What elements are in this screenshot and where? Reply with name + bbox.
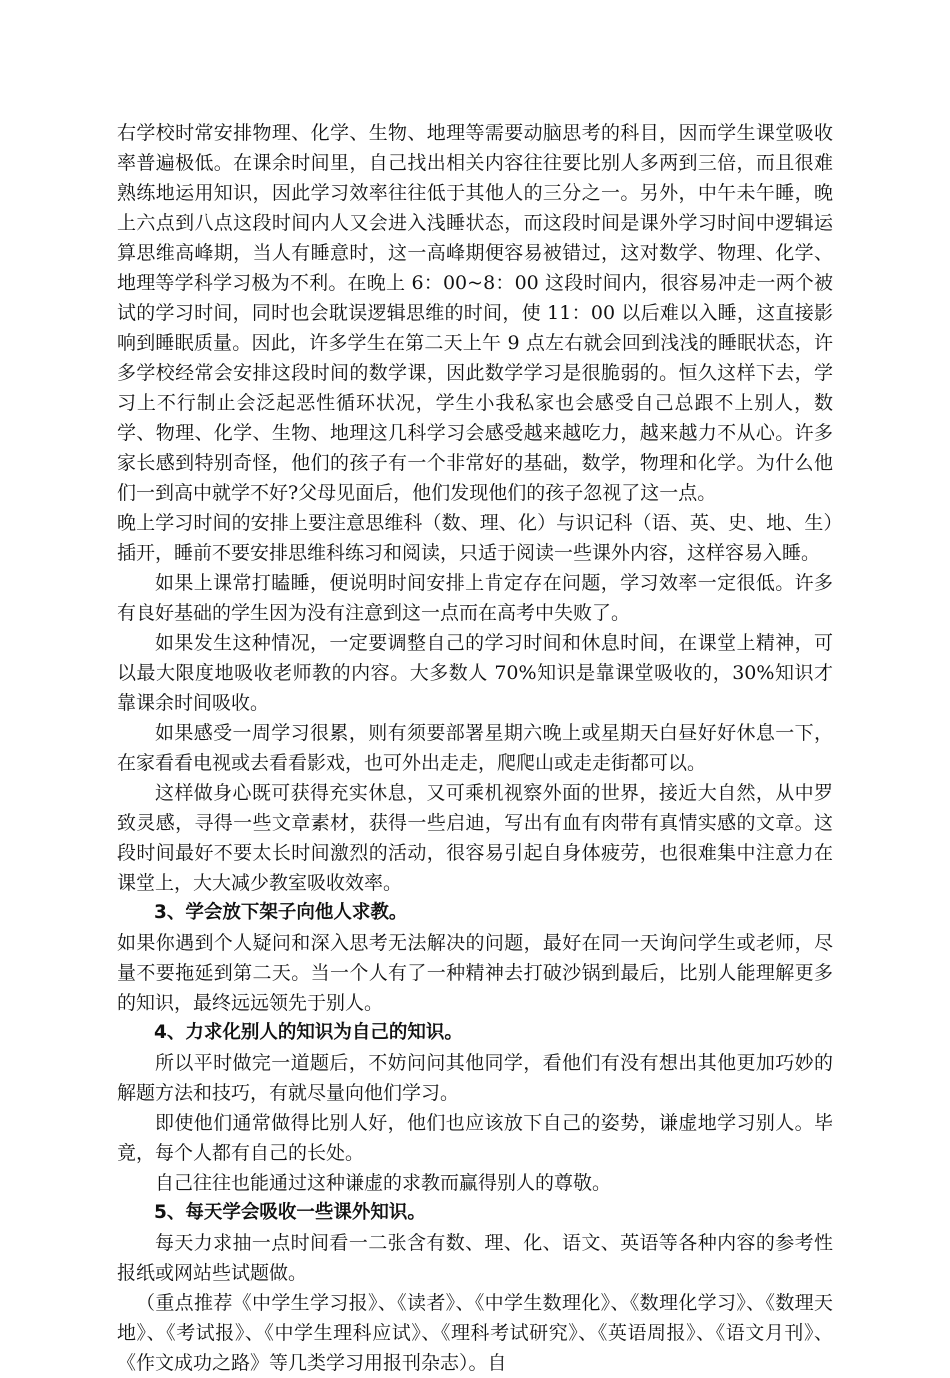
paragraph-recommended-publications: （重点推荐《中学生学习报》、《读者》、《中学生数理化》、《数理化学习》、《数理天地》、《考试报》、《中学生理科应试》、《理科考试研究》、《英语周报》、《语文月刊》、《作文成功之路》等几类学习用报刊杂志）。自 <box>117 1292 833 1374</box>
section-heading-4: 4、力求化别人的知识为自己的知识。 <box>154 1022 463 1043</box>
paragraph-learn-from-peers: 所以平时做完一道题后，不妨问问其他同学，看他们有没有想出其他更加巧妙的解题方法和技巧，有就尽量向他们学习。 <box>117 1052 833 1104</box>
section-heading-3: 3、学会放下架子向他人求教。 <box>154 902 408 923</box>
paragraph-weekend-rest: 如果感受一周学习很累，则有须要部署星期六晚上或星期天白昼好好休息一下，在家看看电视或去看看影戏，也可外出走走，爬爬山或走走街都可以。 <box>117 722 833 774</box>
paragraph-daily-reading: 每天力求抽一点时间看一二张含有数、理、化、语文、英语等各种内容的参考性报纸或网站些试题做。 <box>117 1232 833 1284</box>
paragraph-dozing-in-class: 如果上课常打瞌睡，便说明时间安排上肯定存在问题，学习效率一定很低。许多有良好基础的学生因为没有注意到这一点而在高考中失败了。 <box>117 572 833 624</box>
document-body <box>117 118 833 1378</box>
paragraph-be-humble: 即使他们通常做得比别人好，他们也应该放下自己的姿势，谦虚地学习别人。毕竟，每个人都有自己的长处。 <box>117 1112 833 1164</box>
paragraph-adjust-study-time: 如果发生这种情况，一定要调整自己的学习时间和休息时间，在课堂上精神，可以最大限度地吸收老师教的内容。大多数人 70%知识是靠课堂吸收的，30%知识才靠课余时间吸收。 <box>117 632 833 714</box>
section-heading-5: 5、每天学会吸收一些课外知识。 <box>154 1202 426 1223</box>
paragraph-sleep-schedule-impact: 右学校时常安排物理、化学、生物、地理等需要动脑思考的科目，因而学生课堂吸收率普遍极低。在课余时间里，自己找出相关内容往往要比别人多两到三倍，而且很难熟练地运用知识，因此学习效率往往低于其他人的三分之一。另外，中午未午睡，晚上六点到八点这段时间内人又会进入浅睡状态，而这段时间是课外学习时间中逻辑运算思维高峰期，当人有睡意时，这一高峰期便容易被错过，这对数学、物理、化学、地理等学科学习极为不利。在晚上 6：00~8：00 这段时间内，很容易冲走一两个被试的学习时间，同时也会耽误逻辑思维的时间，使 11：00 以后难以入睡，这直接影响到睡眠质量。因此，许多学生在第二天上午 9 点左右就会回到浅浅的睡眠状态，许多学校经常会安排这段时间的数学课，因此数学学习是很脆弱的。恒久这样下去，学习上不行制止会泛起恶性循环状况，学生小我私家也会感受自己总跟不上别人，数学、物理、化学、生物、地理这几科学习会感受越来越吃力，越来越力不从心。许多家长感到特别奇怪，他们的孩子有一个非常好的基础，数学，物理和化学。为什么他们一到高中就学不好?父母见面后，他们发现他们的孩子忽视了这一点。 <box>117 122 833 504</box>
paragraph-evening-study-arrangement: 晚上学习时间的安排上要注意思维科（数、理、化）与识记科（语、英、史、地、生）插开，睡前不要安排思维科练习和阅读，只适于阅读一些课外内容，这样容易入睡。 <box>117 512 833 564</box>
paragraph-ask-for-help: 如果你遇到个人疑问和深入思考无法解决的问题，最好在同一天询问学生或老师，尽量不要拖延到第二天。当一个人有了一种精神去打破沙锅到最后，比别人能理解更多的知识，最终远远领先于别人。 <box>117 932 833 1014</box>
paragraph-rest-benefits: 这样做身心既可获得充实休息，又可乘机视察外面的世界，接近大自然，从中罗致灵感，寻得一些文章素材，获得一些启迪，写出有血有肉带有真情实感的文章。这段时间最好不要太长时间激烈的活动，很容易引起自身体疲劳，也很难集中注意力在课堂上，大大减少教室吸收效率。 <box>117 782 833 894</box>
paragraph-earn-respect: 自己往往也能通过这种谦虚的求教而赢得别人的尊敬。 <box>155 1172 612 1194</box>
